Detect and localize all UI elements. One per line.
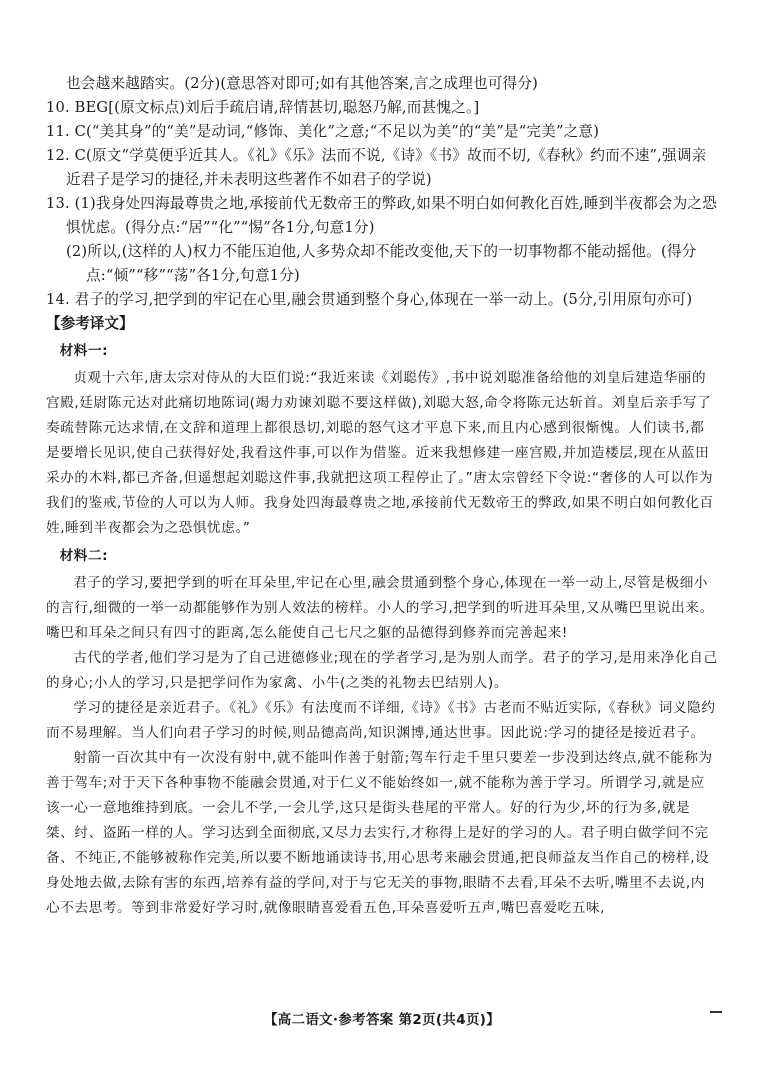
answer-14: 14. 君子的学习,把学到的牢记在心里,融会贯通到整个身心,体现在一举一动上。(5分,引用原句亦可) [46,291,693,308]
translation-body [46,339,718,921]
answer-13-1: 13. (1)我身处四海最尊贵之地,承接前代无数帝王的弊政,如果不明白如何教化百姓,睡到半夜都会为之恐惧忧虑。(得分点:“居”“化”“惕”各1分,句意1分) [46,195,717,236]
corner-mark [710,1011,722,1013]
material-one-paragraph: 贞观十六年,唐太宗对侍从的大臣们说:“我近来读《刘聪传》,书中说刘聪准备给他的刘皇后建造华丽的宫殿,廷尉陈元达对此痛切地陈词(竭力劝谏刘聪不要这样做),刘聪大怒,命令将陈元达斩首。刘皇后亲手写了奏疏替陈元达求情,在文辞和道理上都很恳切,刘聪的怒气这才平息下来,而且内心感到很惭愧。人们读书,都是要增长见识,使自己获得好处,我看这件事,可以作为借鉴。近来我想修建一座宫殿,并加造楼层,现在从蓝田采办的木料,都已齐备,但遥想起刘聪这件事,我就把这项工程停止了。”唐太宗曾经下令说:“奢侈的人可以作为我们的鉴戒,节俭的人可以为人师。我身处四海最尊贵之地,承接前代无数帝王的弊政,如果不明白如何教化百姓,睡到半夜都会为之恐惧忧虑。” [46,370,714,536]
answer-12: 12. C(原文“学莫便乎近其人。《礼》《乐》法而不说,《诗》《书》故而不切,《春秋》约而不速”,强调亲近君子是学习的捷径,并未表明这些著作不如君子的学说) [46,147,707,188]
material-two-paragraph-3: 学习的捷径是亲近君子。《礼》《乐》有法度而不详细,《诗》《书》古老而不贴近实际,《春秋》词义隐约而不易理解。当人们向君子学习的时候,则品德高尚,知识渊博,通达世事。因此说:学习的捷径是接近君子。 [46,700,716,741]
answer-line: 也会越来越踏实。(2分)(意思答对即可;如有其他答案,言之成理也可得分) [66,75,539,92]
translation-title: 【参考译文】 [46,315,134,332]
answer-10: 10. BEG[(原文标点)刘后手疏启请,辞情甚切,聪怒乃解,而甚愧之。] [46,99,480,116]
material-two-title: 材料二: [59,548,109,564]
material-one-title: 材料一: [59,343,109,359]
material-two-paragraph-4: 射箭一百次其中有一次没有射中,就不能叫作善于射箭;驾车行走千里只要差一步没到达终点,就不能称为善于驾车;对于天下各种事物不能融会贯通,对于仁义不能始终如一,就不能称为善于学习。所谓学习,就是应该一心一意地维持到底。一会儿不学,一会儿学,这只是街头巷尾的平常人。好的行为少,坏的行为多,就是桀、纣、盗跖一样的人。学习达到全面彻底,又尽力去实行,才称得上是好的学习的人。君子明白做学问不完备、不纯正,不能够被称作完美,所以要不断地诵读诗书,用心思考来融会贯通,把良师益友当作自己的榜样,设身处地去做,去除有害的东西,培养有益的学问,对于与它无关的事物,眼睛不去看,耳朵不去听,嘴里不去说,内心不去思考。等到非常爱好学习时,就像眼睛喜爱看五色,耳朵喜爱听五声,嘴巴喜爱吃五味, [46,750,713,916]
answer-11: 11. C(“美其身”的“美”是动词,“修饰、美化”之意;“不足以为美”的“美”是“完美”之意) [46,123,600,140]
material-two-paragraph-1: 君子的学习,要把学到的听在耳朵里,牢记在心里,融会贯通到整个身心,体现在一举一动上,尽管是极细小的言行,细微的一举一动都能够作为别人效法的榜样。小人的学习,把学到的听进耳朵里,又从嘴巴里说出来。嘴巴和耳朵之间只有四寸的距离,怎么能使自己七尺之躯的品德得到修养而完善起来! [46,575,714,641]
answer-section [46,72,718,312]
answer-13-2: (2)所以,(这样的人)权力不能压迫他,人多势众却不能改变他,天下的一切事物都不能动摇他。(得分点:“倾”“移”“荡”各1分,句意1分) [66,243,697,284]
material-two-paragraph-2: 古代的学者,他们学习是为了自己进德修业;现在的学者学习,是为别人而学。君子的学习,是用来净化自己的身心;小人的学习,只是把学问作为家禽、小牛(之类的礼物去巴结别人)。 [46,650,718,691]
page-footer: 【高二语文·参考答案 第2页(共4页)】 [263,1013,501,1028]
